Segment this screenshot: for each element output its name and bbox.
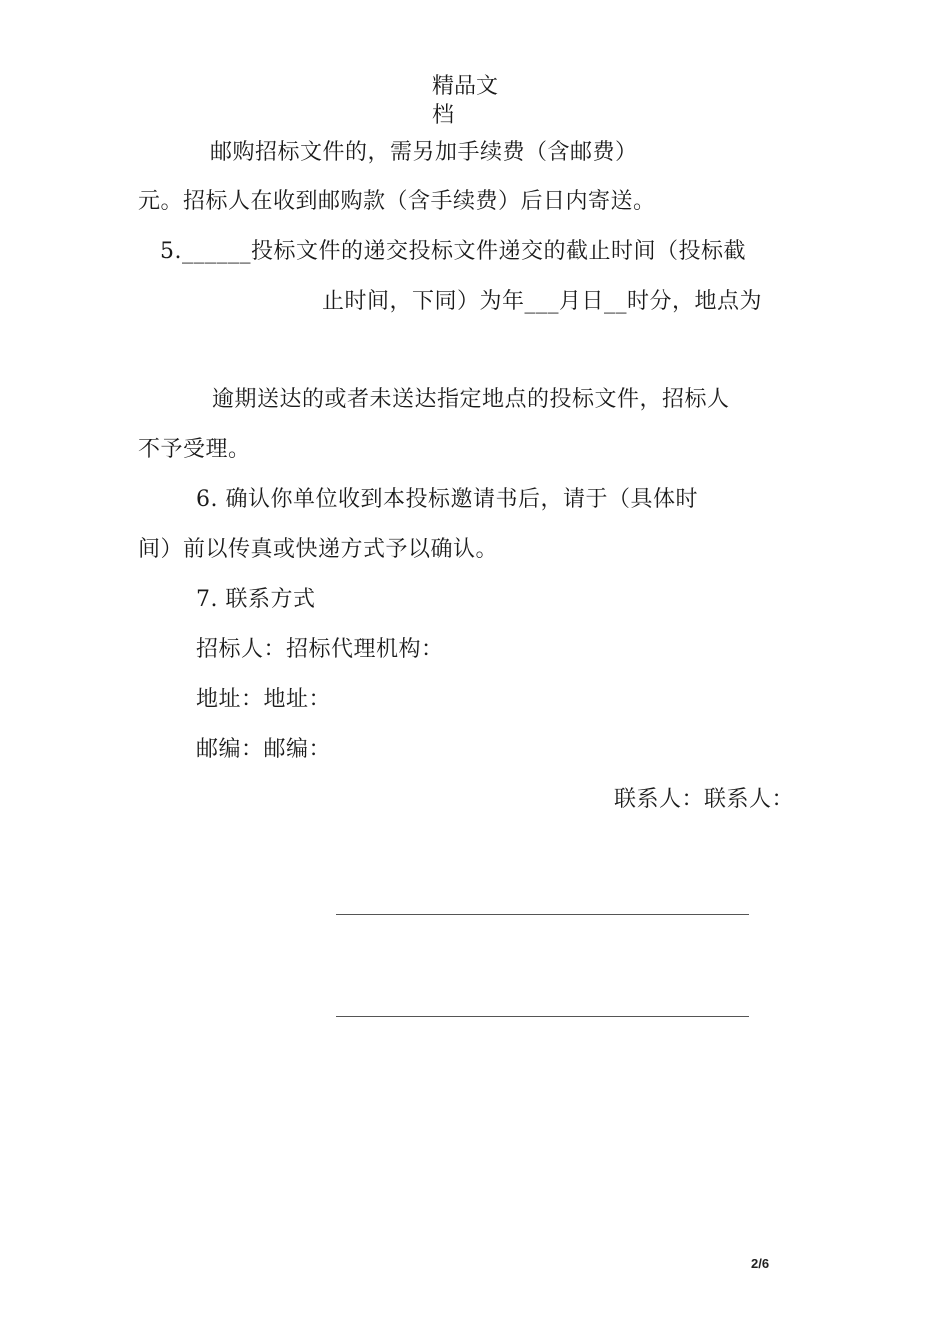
- header-title-line2: 档: [432, 103, 455, 128]
- paragraph-line: 逾期送达的或者未送达指定地点的投标文件，招标人: [212, 387, 730, 412]
- paragraph-line: 5.______投标文件的递交投标文件递交的截止时间（投标截: [160, 239, 746, 264]
- paragraph-line: 止时间，下同）为年___月日__时分，地点为: [322, 289, 763, 314]
- page-header: [432, 72, 522, 130]
- paragraph-line: 元。招标人在收到邮购款（含手续费）后日内寄送。: [138, 189, 656, 214]
- header-title-line1: 精品文: [432, 74, 499, 99]
- contact-row: 联系人：联系人：: [614, 787, 795, 812]
- paragraph-line: 6. 确认你单位收到本投标邀请书后，请于（具体时: [196, 487, 698, 512]
- paragraph-line: 邮购招标文件的，需另加手续费（含邮费）: [210, 140, 638, 165]
- contact-row: 地址：地址：: [196, 687, 332, 712]
- paragraph-line: 间）前以传真或快递方式予以确认。: [138, 537, 499, 562]
- page-number: 2/6: [751, 1256, 770, 1271]
- blank-line: [336, 914, 749, 915]
- blank-line: [336, 1016, 749, 1017]
- contact-row: 招标人：招标代理机构：: [196, 637, 444, 662]
- paragraph-line: 不予受理。: [138, 437, 251, 462]
- contact-row: 邮编：邮编：: [196, 737, 332, 762]
- section-heading: 7. 联系方式: [196, 587, 316, 612]
